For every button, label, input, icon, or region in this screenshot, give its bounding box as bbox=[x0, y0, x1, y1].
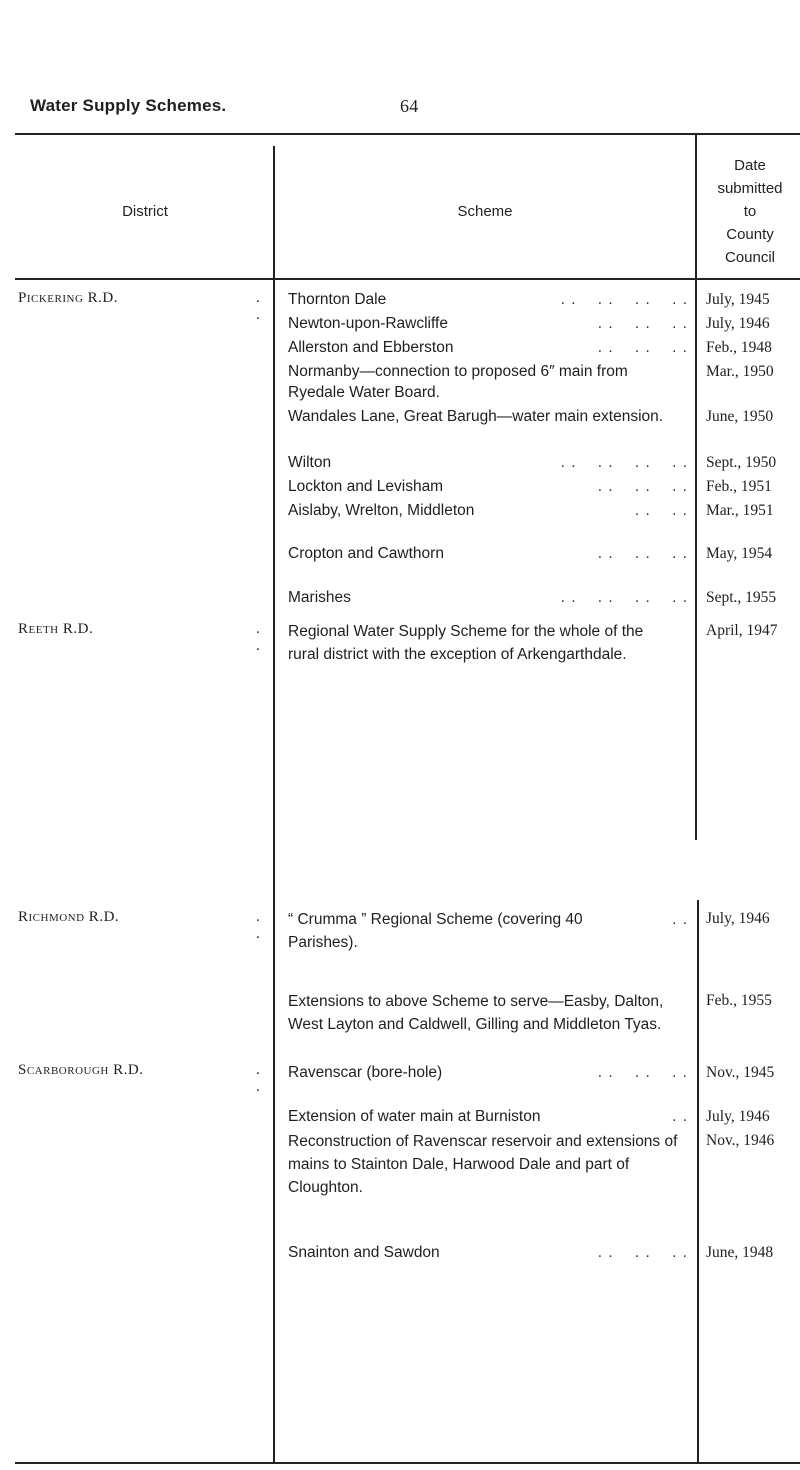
table-row: Extension of water main at Burniston . . bbox=[288, 1108, 688, 1125]
table-cell-date: Feb., 1948 bbox=[706, 339, 772, 356]
table-row: “ Crumma ” Regional Scheme (covering 40 Parishes). . . bbox=[288, 911, 688, 951]
column-divider-right-upper bbox=[695, 278, 697, 840]
table-cell-date: Sept., 1955 bbox=[706, 589, 777, 606]
table-cell-date: Nov., 1945 bbox=[706, 1064, 775, 1081]
header-bottom-rule bbox=[15, 278, 800, 280]
table-bottom-rule bbox=[15, 1462, 800, 1464]
page-title: Water Supply Schemes. bbox=[30, 96, 227, 115]
table-row: Wilton . . . . . . . . bbox=[288, 454, 688, 471]
table-row: Allerston and Ebberston . . . . . . bbox=[288, 339, 688, 356]
table-cell-date: June, 1948 bbox=[706, 1244, 774, 1261]
header-date-line: submitted bbox=[717, 180, 783, 197]
table-cell-date: April, 1947 bbox=[706, 622, 778, 639]
table-row: Marishes . . . . . . . . bbox=[288, 589, 688, 606]
district-scarborough: Scarborough R.D. . . bbox=[18, 1062, 262, 1095]
table-row: Normanby—connection to proposed 6″ main from Ryedale Water Board. bbox=[288, 363, 628, 401]
table-cell-date: July, 1945 bbox=[706, 291, 770, 308]
table-row: Cropton and Cawthorn . . . . . . bbox=[288, 545, 688, 562]
column-divider-right-header bbox=[695, 133, 697, 278]
header-date-line: County bbox=[726, 226, 774, 243]
table-cell-date: Sept., 1950 bbox=[706, 454, 777, 471]
table-cell-date: July, 1946 bbox=[706, 910, 770, 927]
header-date-line: to bbox=[743, 203, 757, 220]
header-date bbox=[700, 154, 800, 269]
table-row: Aislaby, Wrelton, Middleton . . . . bbox=[288, 502, 688, 519]
table-top-rule bbox=[15, 133, 800, 135]
header-date-line: Date bbox=[734, 157, 766, 174]
table-row: Newton-upon-Rawcliffe . . . . . . bbox=[288, 315, 688, 332]
column-divider-right-lower bbox=[697, 900, 699, 1462]
page-number: 64 bbox=[400, 96, 419, 116]
table-row: Extensions to above Scheme to serve—Easby, Dalton, West Layton and Caldwell, Gilling and Middleton Tyas. bbox=[288, 993, 664, 1033]
table-cell-date: May, 1954 bbox=[706, 545, 773, 562]
table-cell-date: Mar., 1950 bbox=[706, 363, 774, 380]
column-divider-left bbox=[273, 278, 275, 1462]
header-scheme: Scheme bbox=[457, 203, 513, 220]
header-date-line: Council bbox=[724, 249, 776, 266]
table-row: Reconstruction of Ravenscar reservoir and extensions of mains to Stainton Dale, Harwood Dale and part of Cloughton. bbox=[288, 1133, 678, 1196]
column-divider-left-header bbox=[273, 146, 275, 278]
table-row: Regional Water Supply Scheme for the whole of the rural district with the exception of Arkengarthdale. bbox=[288, 623, 644, 663]
table-cell-date: June, 1950 bbox=[706, 408, 774, 425]
table-row: Snainton and Sawdon . . . . . . bbox=[288, 1244, 688, 1261]
table-row: Thornton Dale . . . . . . . . bbox=[288, 291, 688, 308]
district-pickering: Pickering R.D. . . bbox=[18, 290, 262, 323]
district-reeth: Reeth R.D. . . bbox=[18, 621, 262, 654]
table-row: Ravenscar (bore-hole) . . . . . . bbox=[288, 1064, 688, 1081]
table-cell-date: Nov., 1946 bbox=[706, 1132, 775, 1149]
table-cell-date: Mar., 1951 bbox=[706, 502, 774, 519]
table-cell-date: July, 1946 bbox=[706, 315, 770, 332]
table-row: Wandales Lane, Great Barugh—water main extension. bbox=[288, 408, 664, 425]
table-cell-date: Feb., 1951 bbox=[706, 478, 772, 495]
table-cell-date: July, 1946 bbox=[706, 1108, 770, 1125]
district-richmond: Richmond R.D. . . bbox=[18, 909, 262, 942]
table-row: Lockton and Levisham . . . . . . bbox=[288, 478, 688, 495]
table-cell-date: Feb., 1955 bbox=[706, 992, 772, 1009]
header-district: District bbox=[122, 203, 168, 220]
